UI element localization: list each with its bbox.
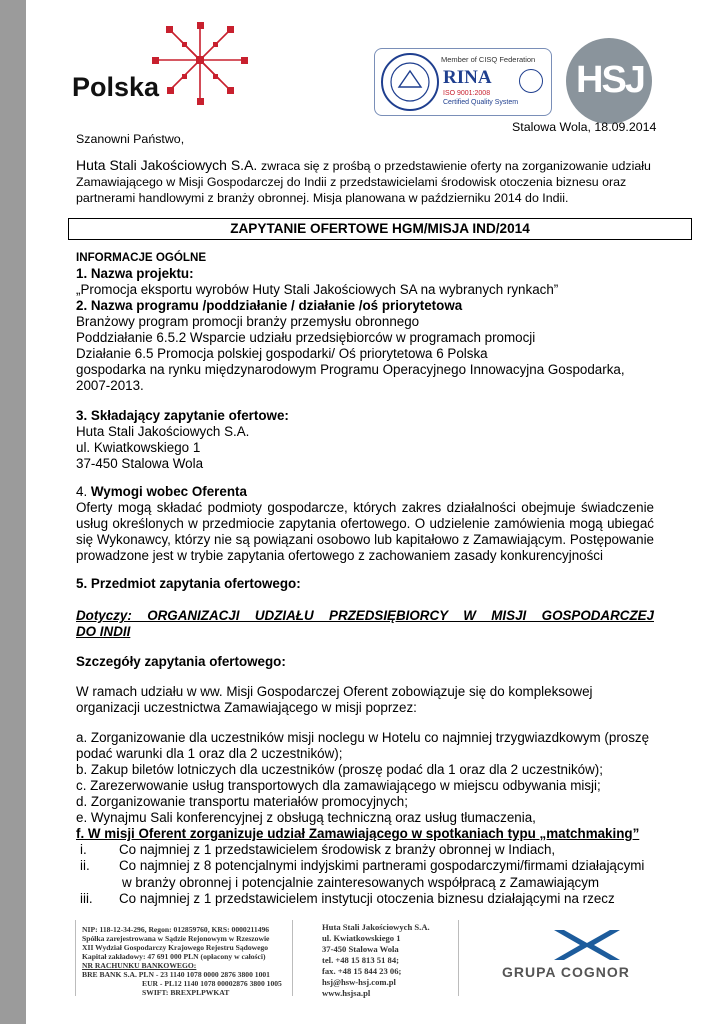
roman-text: Co najmniej z 1 przedstawicielem środowisk z branży obronnej w Indiach,: [119, 842, 556, 857]
document-title: ZAPYTANIE OFERTOWE HGM/MISJA IND/2014: [230, 221, 530, 236]
intro-company: Huta Stali Jakościowych S.A.: [76, 157, 258, 173]
footer-company-info: Spółka zarejestrowana w Sądzie Rejonowym w Rzeszowie: [82, 934, 270, 943]
hsj-logo: [566, 38, 652, 124]
details-para2: organizacji uczestnictwa Zamawiającego w misji poprzez:: [76, 700, 417, 715]
section2-line: gospodarka na rynku międzynarodowym Programu Operacyjnego Innowacyjna Gospodarka,: [76, 362, 625, 377]
footer-company-info: XII Wydział Gospodarczy Krajowego Rejestru Sądowego: [82, 943, 269, 952]
section3-line: 37-450 Stalowa Wola: [76, 456, 204, 471]
intro-line3: partnerami handlowymi z branży obronnej. Misja planowana w październiku 2014 do Indii.: [76, 191, 569, 205]
roman-number: i.: [80, 842, 87, 857]
section2-line: Poddziałanie 6.5.2 Wsparcie udziału przedsiębiorców w programach promocji: [76, 330, 536, 345]
footer-contact: 37-450 Stalowa Wola: [322, 944, 399, 954]
footer-company-info: Kapitał zakładowy: 47 691 000 PLN (opłacony w całości): [82, 952, 266, 961]
footer-contact: fax. +48 15 844 23 06;: [322, 966, 402, 976]
section4-title: Wymogi wobec Oferenta: [90, 484, 247, 499]
section3-line: Huta Stali Jakościowych S.A.: [76, 424, 250, 439]
list-item: b. Zakup biletów lotniczych dla uczestników (proszę podać dla 1 oraz dla 2 uczestników);: [76, 762, 603, 777]
rina-member-text: Member of CISQ Federation: [441, 55, 536, 64]
footer-separator: [292, 920, 293, 996]
intro-text1: zwraca się z prośbą o przedstawienie oferty na zorganizowanie udziału: [261, 159, 651, 173]
section4-line: Oferty mogą składać podmioty gospodarcze, których zakres działalności obejmuje świadczenie: [76, 500, 654, 515]
section3-heading: 3. Składający zapytanie ofertowe:: [76, 408, 289, 423]
list-item: e. Wynajmu Sali konferencyjnej z obsługą techniczną oraz usług tłumaczenia,: [76, 810, 536, 825]
section3-line: ul. Kwiatkowskiego 1: [76, 440, 201, 455]
footer-contact: ul. Kwiatkowskiego 1: [322, 933, 401, 943]
footer-company-info: BRE BANK S.A. PLN - 23 1140 1078 0000 2876 3800 1001: [82, 970, 270, 979]
list-item-f: f. W misji Oferent zorganizuje udział Zamawiającego w spotkaniach typu „matchmaking”: [76, 826, 640, 841]
section1-text: „Promocja eksportu wyrobów Huty Stali Jakościowych SA na wybranych rynkach”: [76, 282, 559, 297]
polska-wordmark: Polska: [72, 72, 160, 102]
footer-company-info: SWIFT: BREXPLPWKAT: [142, 988, 230, 997]
section4-line: prowadzone jest w trybie zapytania ofertowego z zachowaniem zasady konkurencyjności: [76, 548, 603, 563]
cognor-emblem-icon: [552, 928, 622, 962]
document-date: Stalowa Wola, 18.09.2014: [512, 120, 657, 134]
section2-line: Działanie 6.5 Promocja polskiej gospodarki/ Oś priorytetowa 6 Polska: [76, 346, 488, 361]
section4-line: usług określonych w przedmiocie zapytania ofertowego. O udzielenie zamówienia mogą ubiegać: [76, 516, 654, 531]
hsj-wordmark: HSJ: [576, 59, 644, 101]
cognor-logo: [500, 928, 660, 988]
footer-contact: tel. +48 15 813 51 84;: [322, 955, 399, 965]
intro-line1: [76, 157, 651, 174]
footer-company-info: NR RACHUNKU BANKOWEGO:: [82, 961, 197, 970]
info-header: INFORMACJE OGÓLNE: [76, 251, 207, 264]
details-para1: W ramach udziału w ww. Misji Gospodarczej Oferent zobowiązuje się do kompleksowej: [76, 684, 593, 699]
list-item: c. Zarezerwowanie usług transportowych dla zamawiającego w miejscu odbywania misji;: [76, 778, 601, 793]
section4-heading: [76, 484, 247, 500]
rina-badge-icon: [519, 69, 543, 93]
list-item: d. Zorganizowanie transportu materiałów promocyjnych;: [76, 794, 408, 809]
section2-heading: 2. Nazwa programu /poddziałanie / działanie /oś priorytetowa: [76, 298, 463, 313]
subject-line1: Dotyczy: ORGANIZACJI UDZIAŁU PRZEDSIĘBIORCY W MISJI GOSPODARCZEJ: [76, 608, 654, 623]
section5-heading: 5. Przedmiot zapytania ofertowego:: [76, 576, 301, 591]
rina-cert-iso: ISO 9001:2008: [443, 90, 491, 97]
footer-company-info: NIP: 118-12-34-296, Regon: 012859760, KRS: 0000211496: [82, 925, 270, 934]
footer-website-link[interactable]: www.hsjsa.pl: [322, 988, 371, 998]
rina-seal-icon: [379, 51, 441, 113]
details-heading: Szczegóły zapytania ofertowego:: [76, 654, 286, 669]
roman-number: ii.: [80, 858, 90, 873]
left-margin-bar: [0, 0, 26, 1024]
roman-text: Co najmniej z 1 przedstawicielem instytucji otoczenia biznesu działającymi na rzecz: [119, 891, 615, 906]
title-box: [68, 218, 692, 240]
footer-separator: [458, 920, 459, 996]
footer-separator: [75, 920, 76, 996]
footer-company-info: EUR - PL12 1140 1078 00002876 3800 1005: [142, 979, 282, 988]
section4-number: 4.: [76, 484, 88, 499]
rina-name: RINA: [443, 67, 492, 88]
greeting: Szanowni Państwo,: [76, 132, 185, 146]
list-item: a. Zorganizowanie dla uczestników misji noclegu w Hotelu co najmniej trzygwiazdkowym (proszę: [76, 730, 650, 745]
polska-logo: [70, 20, 250, 120]
rina-logo: [374, 48, 552, 116]
polska-pattern-icon: [70, 20, 250, 120]
section4-line: się Wykonawcy, którzy nie są powiązani osobowo lub kapitałowo z Zamawiającym. Postępowanie: [76, 532, 654, 547]
section2-line: Branżowy program promocji branży przemysłu obronnego: [76, 314, 420, 329]
section1-heading: 1. Nazwa projektu:: [76, 266, 194, 281]
rina-cert-quality: Certified Quality System: [443, 99, 519, 106]
footer-contact: Huta Stali Jakościowych S.A.: [322, 922, 430, 932]
subject-line2: DO INDII: [76, 624, 131, 639]
roman-text: Co najmniej z 8 potencjalnymi indyjskimi partnerami gospodarczymi/firmami działającymi: [119, 858, 645, 873]
intro-line2: Zamawiającego w Misji Gospodarczej do Indii z przedstawicielami środowisk otoczenia biznesu oraz: [76, 175, 627, 189]
roman-number: iii.: [80, 891, 93, 906]
section2-line: 2007-2013.: [76, 378, 144, 393]
footer-email-link[interactable]: hsj@hsw-hsj.com.pl: [322, 977, 396, 987]
list-item: podać warunki dla 1 oraz dla 2 uczestników);: [76, 746, 343, 761]
cognor-wordmark: GRUPA COGNOR: [502, 964, 630, 980]
roman-text: w branży obronnej i potencjalnie zainteresowanych współpracą z Zamawiającym: [122, 875, 600, 890]
